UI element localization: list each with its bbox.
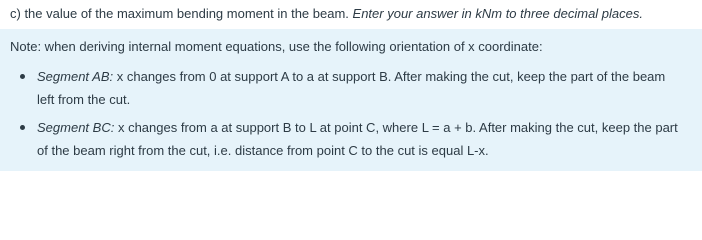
bullet-icon bbox=[20, 74, 25, 79]
bullet-icon bbox=[20, 125, 25, 130]
list-item-segment-ab bbox=[0, 65, 702, 111]
note-box bbox=[0, 29, 702, 171]
question-label: c) the value of the maximum bending moment in the beam. bbox=[10, 6, 349, 21]
segment-label: Segment BC: bbox=[37, 120, 115, 135]
list-item-segment-bc bbox=[0, 116, 702, 162]
question-instruction: Enter your answer in kNm to three decimal places. bbox=[352, 6, 643, 21]
question-text bbox=[10, 5, 643, 23]
segment-text: x changes from a at support B to L at point C, where L = a + b. After making the cut, keep the part of the beam right from the cut, i.e. distance from point C to the cut is equal L-x. bbox=[37, 120, 678, 158]
note-title: Note: when deriving internal moment equations, use the following orientation of x coordinate: bbox=[10, 39, 543, 54]
segment-label: Segment AB: bbox=[37, 69, 114, 84]
segment-list bbox=[0, 65, 702, 167]
segment-text: x changes from 0 at support A to a at support B. After making the cut, keep the part of the beam left from the cut. bbox=[37, 69, 666, 107]
